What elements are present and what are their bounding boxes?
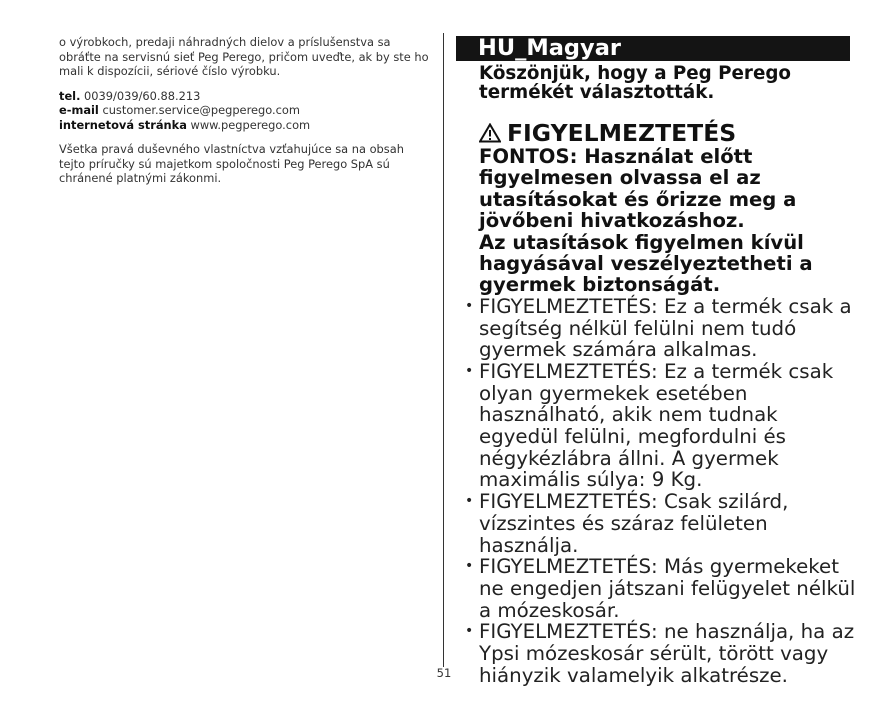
warning-item: • FIGYELMEZTETÉS: Ez a termék csak olyan gyermekek esetében használható, akik nem tudnak egyedül felülni, megfordulni és négykézlábra állni. A gyermek maximális súlya: 9 Kg. — [465, 359, 834, 492]
warning-item-text: FIGYELMEZTETÉS: ne használja, ha az Ypsi mózeskosár sérült, törött vagy hiányzik valamelyik alkatrésze. — [479, 620, 855, 687]
important-notice: FONTOS: Használat előtt figyelmesen olvassa el az utasításokat és őrizze meg a jövőbeni hivatkozáshoz. — [479, 145, 797, 233]
page-number: 51 — [436, 666, 452, 680]
thanks-heading: Köszönjük, hogy a Peg Perego termékét választották. — [479, 63, 791, 103]
warning-item: • FIGYELMEZTETÉS: ne használja, ha az Ypsi mózeskosár sérült, törött vagy hiányzik valamelyik alkatrésze. — [465, 620, 855, 687]
warning-item: • FIGYELMEZTETÉS: Más gyermekeket ne engedjen játszani felügyelet nélkül a mózeskosár. — [465, 555, 856, 622]
safety-notice: Az utasítások figyelmen kívül hagyásával veszélyeztetheti a gyermek biztonságát. — [479, 230, 813, 297]
left-column — [59, 35, 431, 186]
warning-item: • FIGYELMEZTETÉS: Ez a termék csak a segítség nélkül felülni nem tudó gyermek számára alkalmas. — [465, 294, 852, 362]
contact-email — [59, 103, 431, 118]
email-label: e-mail — [59, 103, 99, 117]
warning-title-text: FIGYELMEZTETÉS — [507, 119, 737, 147]
warning-item-text: FIGYELMEZTETÉS: Ez a termék csak a segítség nélkül felülni nem tudó gyermek számára alkalmas. — [479, 294, 852, 362]
service-intro: o výrobkoch, predaji náhradných dielov a príslušenstva sa obráťte na servisnú sieť Peg Perego, pričom uveďte, ak by ste ho mali k dispozícii, sériové číslo výrobku. — [59, 35, 429, 78]
warning-item-text: FIGYELMEZTETÉS: Ez a termék csak olyan gyermekek esetében használható, akik nem tudnak egyedül felülni, megfordulni és négykézlábra állni. A gyermek maximális súlya: 9 Kg. — [479, 359, 834, 492]
warning-title — [479, 120, 859, 146]
warning-item: • FIGYELMEZTETÉS: Csak szilárd, vízszintes és száraz felületen használja. — [465, 490, 789, 557]
web-label: internetová stránka — [59, 117, 187, 132]
warning-triangle-icon — [479, 123, 501, 143]
warning-item-text: FIGYELMEZTETÉS: Más gyermekeket ne engedjen játszani felügyelet nélkül a mózeskosár. — [479, 555, 856, 622]
rights-notice: Všetka pravá duševného vlastníctva vzťahujúce sa na obsah tejto príručky sú majetkom spoločnosti Peg Perego SpA sú chránené platnými zákonmi. — [59, 142, 404, 185]
email-value: customer.service@pegperego.com — [102, 103, 300, 117]
language-header: HU_Magyar — [456, 36, 850, 61]
tel-value: 0039/039/60.88.213 — [84, 88, 201, 103]
web-value: www.pegperego.com — [190, 117, 311, 132]
warning-list — [465, 294, 859, 687]
right-column — [465, 63, 859, 687]
contact-web — [59, 118, 431, 133]
contact-tel — [59, 89, 431, 104]
column-divider — [443, 33, 444, 667]
tel-label: tel. — [59, 88, 81, 103]
warning-item-text: FIGYELMEZTETÉS: Csak szilárd, vízszintes és száraz felületen használja. — [479, 490, 789, 557]
